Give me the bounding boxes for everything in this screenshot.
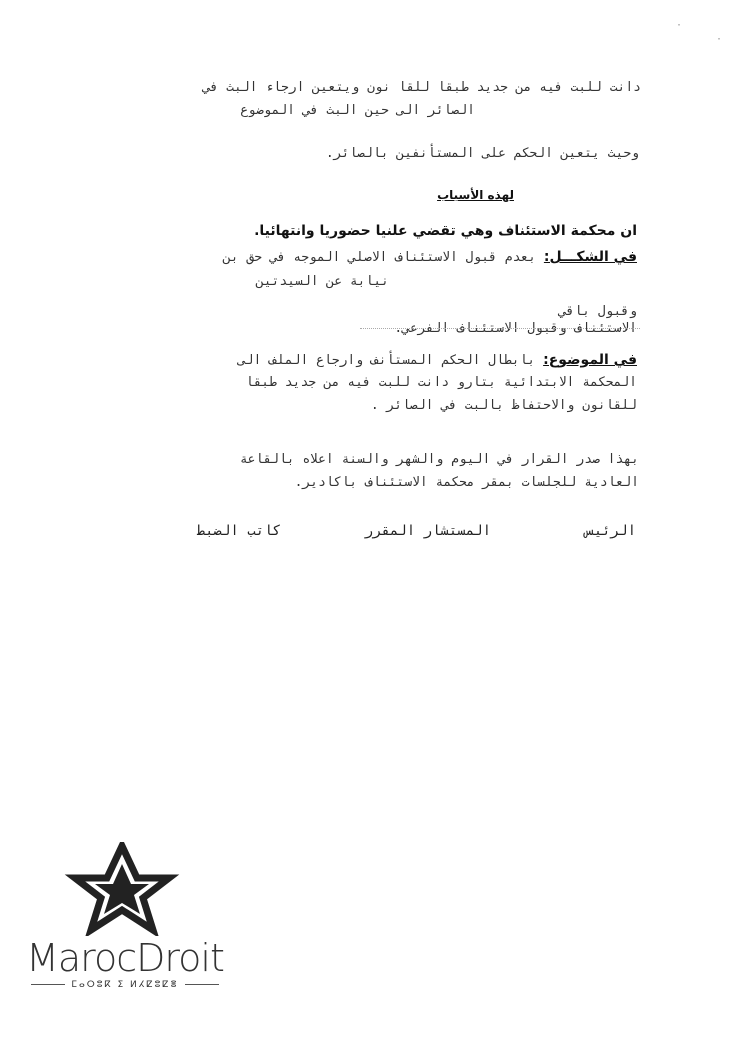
form-label: في الشكـــل:	[543, 249, 637, 265]
margin-speck: ·	[716, 34, 723, 45]
margin-speck: ·	[676, 20, 683, 31]
dotted-separator	[360, 328, 640, 329]
marocdroit-watermark	[18, 842, 232, 992]
form-text: بعدم قبول الاستئناف الاصلي الموجه في حق بن	[222, 250, 537, 265]
body-line-6: نيابة عن السيدتين	[255, 274, 389, 289]
body-line-11: للقانون والاحتفاظ بالبت في الصائر .	[370, 398, 637, 413]
body-line-2: الصائر الى حين البث في الموضوع	[240, 103, 475, 118]
subject-text: بابطال الحكم المستأنف وارجاع الملف الى	[237, 353, 536, 368]
body-line-8: الاستئناف وقبول الاستئناف الفرعي.	[394, 321, 637, 336]
subject-paragraph	[238, 351, 637, 370]
watermark-name: MarocDroit	[26, 936, 224, 980]
signature-clerk: كاتب الضبط	[196, 523, 281, 539]
signature-president: الرئيس	[585, 523, 636, 539]
body-line-13: العادية للجلسات بمقر محكمة الاستئناف باكادير.	[294, 475, 639, 490]
ruling-intro: ان محكمة الاستئناف وهي تقضي علنيا حضوريا وانتهائيا.	[254, 223, 637, 239]
watermark-tagline: ⵎⴰⵔⵓⴽ ⵉ ⵍⵃⵇⵓⵇⴻ	[18, 980, 232, 990]
reasons-heading: لهذه الأسباب	[437, 188, 514, 202]
subject-label: في الموضوع:	[543, 352, 637, 368]
star-icon	[18, 842, 232, 936]
body-line-12: بهذا صدر القرار في اليوم والشهر والسنة اعلاه بالقاعة	[239, 452, 639, 467]
body-line-3: وحيث يتعين الحكم على المستأنفين بالصائر.	[325, 146, 639, 161]
body-line-7: وقبول باقي	[558, 304, 637, 319]
signature-rapporteur: المستشار المقرر	[364, 523, 491, 539]
body-line-10: المحكمة الابتدائية بتارو دانت للبت فيه من جديد طبقا	[245, 375, 637, 390]
body-line-1: دانت للبت فيه من جديد طبقا للقا نون ويتعين ارجاء البث في	[202, 80, 641, 95]
form-paragraph	[223, 248, 637, 267]
